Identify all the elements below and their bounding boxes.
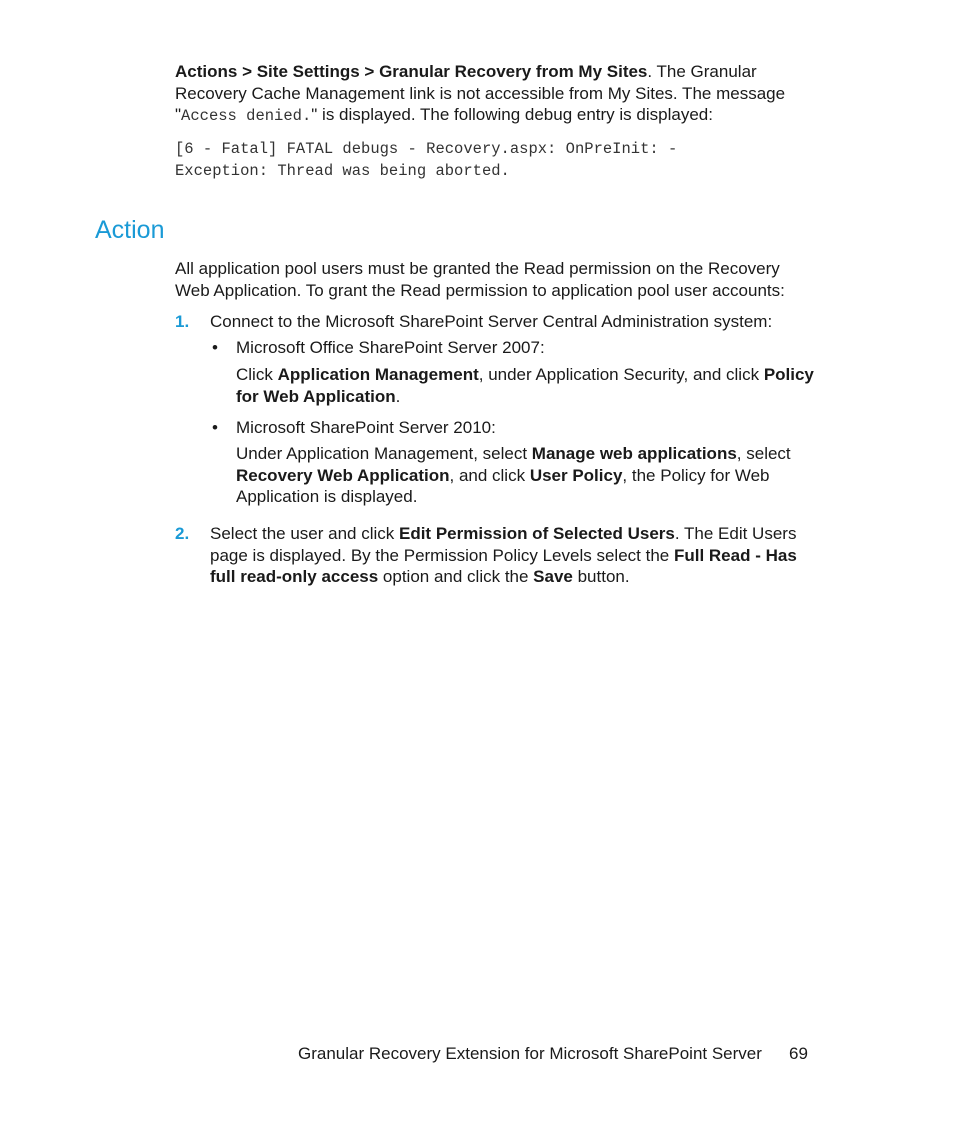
ui-term-full-read: Full Read - Has full read-only access	[210, 545, 797, 586]
ui-term-policy-for-web-application: Policy for Web Application	[236, 365, 814, 406]
instruction-text: Under Application Management, select	[236, 444, 532, 463]
instruction-text: Click	[236, 365, 278, 384]
section-heading-action: Action	[95, 216, 165, 244]
instruction-text: Select the user and click	[210, 524, 399, 543]
instruction-text: , and click	[449, 465, 530, 485]
bullet-2007-label: Microsoft Office SharePoint Server 2007:	[236, 338, 545, 357]
page-number: 69	[789, 1044, 808, 1063]
instruction-text: , the Policy for Web Application is displayed.	[236, 465, 770, 506]
ui-term-save: Save	[533, 567, 573, 586]
intro-paragraph	[175, 61, 815, 128]
instruction-text: .	[395, 386, 401, 406]
bullet-2010-label: Microsoft SharePoint Server 2010:	[236, 418, 496, 437]
step-number-2: 2.	[175, 524, 190, 543]
menu-path-actions: Actions	[175, 62, 238, 81]
bullet-marker: •	[212, 338, 218, 357]
path-separator: >	[359, 62, 380, 81]
step-2-text	[210, 523, 815, 588]
debug-entry-code: [6 - Fatal] FATAL debugs - Recovery.aspx: OnPreInit: - Exception: Thread was being aborted.	[175, 140, 678, 180]
bullet-2010-instructions	[236, 443, 816, 508]
ui-term-edit-permission: Edit Permission of Selected Users	[398, 524, 675, 543]
ui-term-user-policy: User Policy	[529, 465, 623, 485]
menu-path-site-settings: Site Settings	[256, 62, 360, 81]
ui-term-recovery-web-application: Recovery Web Application	[236, 465, 450, 485]
ui-term-application-management: Application Management	[277, 365, 479, 384]
instruction-text: . The Edit Users page is displayed. By the Permission Policy Levels select the	[210, 524, 797, 565]
bullet-2007-instructions	[236, 364, 816, 407]
footer-title: Granular Recovery Extension for Microsoft SharePoint Server	[298, 1044, 762, 1063]
instruction-text: button.	[572, 567, 630, 586]
path-separator: >	[237, 62, 257, 81]
bullet-marker: •	[212, 418, 218, 437]
ui-term-manage-web-applications: Manage web applications	[531, 444, 737, 463]
step-1-text: Connect to the Microsoft SharePoint Server Central Administration system:	[210, 312, 773, 331]
menu-path-granular-recovery: Granular Recovery from My Sites	[379, 62, 648, 81]
error-message: Access denied.	[181, 107, 312, 125]
step-number-1: 1.	[175, 312, 190, 331]
intro-text: " is displayed. The following debug entry is displayed:	[311, 105, 713, 124]
action-intro-paragraph: All application pool users must be granted the Read permission on the Recovery Web Application. To grant the Read permission to application pool user accounts:	[175, 259, 785, 300]
instruction-text: , select	[736, 444, 791, 463]
intro-text: . The Granular Recovery Cache Management link is not accessible from My Sites. The message "	[175, 62, 786, 124]
instruction-text: , under Application Security, and click	[478, 365, 764, 384]
instruction-text: option and click the	[378, 567, 534, 586]
